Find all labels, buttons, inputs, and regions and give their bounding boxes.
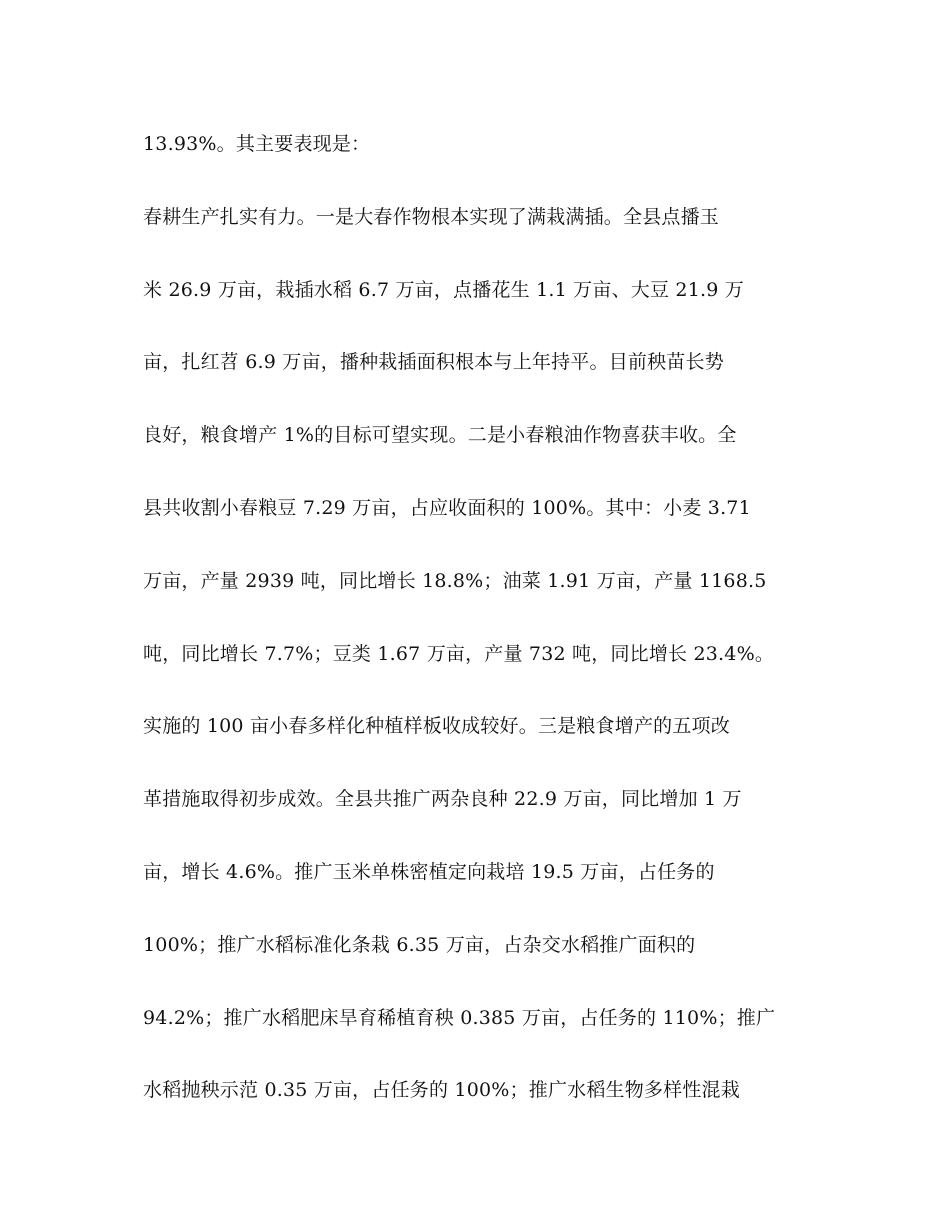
text-line-9: 实施的 100 亩小春多样化种植样板收成较好。三是粮食增产的五项改 xyxy=(143,715,730,737)
text-line-13: 94.2%；推广水稻肥床旱育稀植育秧 0.385 万亩，占任务的 110%；推广 xyxy=(143,1007,776,1029)
text-line-14: 水稻抛秧示范 0.35 万亩，占任务的 100%；推广水稻生物多样性混栽 xyxy=(143,1079,740,1101)
text-line-2: 春耕生产扎实有力。一是大春作物根本实现了满栽满插。全县点播玉 xyxy=(143,206,720,228)
text-line-5: 良好，粮食增产 1%的目标可望实现。二是小春粮油作物喜获丰收。全 xyxy=(143,424,737,446)
text-line-4: 亩，扎红苕 6.9 万亩，播种栽插面积根本与上年持平。目前秧苗长势 xyxy=(143,351,724,373)
text-line-3: 米 26.9 万亩，栽插水稻 6.7 万亩，点播花生 1.1 万亩、大豆 21.9 万 xyxy=(143,279,744,301)
text-line-8: 吨，同比增长 7.7%；豆类 1.67 万亩，产量 732 吨，同比增长 23.4%。 xyxy=(143,643,775,665)
text-line-6: 县共收割小春粮豆 7.29 万亩，占应收面积的 100%。其中：小麦 3.71 xyxy=(143,497,751,519)
text-line-12: 100%；推广水稻标准化条栽 6.35 万亩，占杂交水稻推广面积的 xyxy=(143,934,696,956)
text-line-11: 亩，增长 4.6%。推广玉米单株密植定向栽培 19.5 万亩，占任务的 xyxy=(143,861,715,883)
text-line-1: 13.93%。其主要表现是： xyxy=(143,133,371,155)
text-line-10: 革措施取得初步成效。全县共推广两杂良种 22.9 万亩，同比增加 1 万 xyxy=(143,788,742,810)
text-line-7: 万亩，产量 2939 吨，同比增长 18.8%；油菜 1.91 万亩，产量 1168.5 xyxy=(143,570,767,592)
